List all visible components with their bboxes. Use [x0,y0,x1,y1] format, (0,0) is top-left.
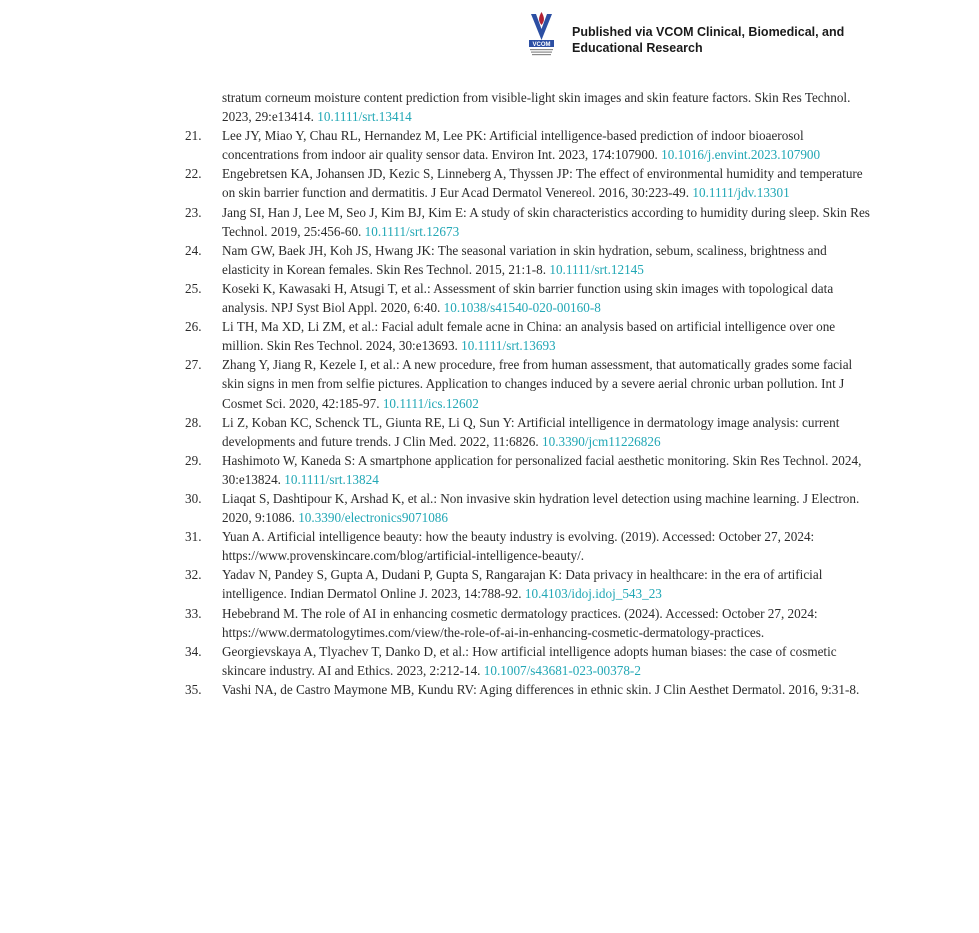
reference-text: Li Z, Koban KC, Schenck TL, Giunta RE, Li Q, Sun Y: Artificial intelligence in dermatology image analysis: current developments and future trends. J Clin Med. 2022, 11:6826. [222,414,840,449]
journal-header [528,10,888,60]
reference-item [185,527,875,565]
reference-number: 22. [185,166,202,182]
reference-item [185,355,875,412]
header-title [572,24,844,56]
doi-link[interactable]: 10.1111/jdv.13301 [692,185,790,201]
reference-number: 33. [185,605,202,621]
reference-item [185,164,875,202]
doi-link[interactable]: 10.1038/s41540-020-00160-8 [443,300,601,316]
reference-text: stratum corneum moisture content prediction from visible-light skin images and skin feature factors. Skin Res Technol. 2023, 29:e13414. [222,90,851,125]
reference-item [185,88,875,126]
header-line-2: Educational Research [572,41,703,55]
reference-text: Liaqat S, Dashtipour K, Arshad K, et al.: Non invasive skin hydration level detection using machine learning. J Electron. 2020, 9:1086. [222,490,860,526]
reference-number: 35. [185,681,202,697]
reference-item [185,413,875,451]
logo-text: VCOM [532,41,551,48]
doi-link[interactable]: 10.3390/jcm11226826 [542,433,661,449]
reference-item [185,241,875,279]
reference-number: 31. [185,529,202,545]
reference-number: 26. [185,319,202,335]
reference-text: Jang SI, Han J, Lee M, Seo J, Kim BJ, Kim E: A study of skin characteristics according to humidity during sleep. Skin Res Technol. 2019, 25:456-60. [222,204,870,239]
vcom-logo [528,10,555,56]
reference-text: Nam GW, Baek JH, Koh JS, Hwang JK: The seasonal variation in skin hydration, sebum, scaliness, brightness and elasticity in Korean females. Skin Res Technol. 2015, 21:1-8. [222,242,827,277]
doi-link[interactable]: 10.1111/srt.12673 [364,223,460,239]
reference-item [185,642,875,680]
doi-link[interactable]: 10.3390/electronics9071086 [298,510,448,526]
doi-link[interactable]: 10.1111/ics.12602 [382,395,479,411]
doi-link[interactable]: 10.1111/srt.13824 [284,471,379,487]
doi-link[interactable]: 10.1111/srt.13414 [317,109,412,125]
reference-number: 21. [185,128,202,144]
doi-link[interactable]: 10.1111/srt.13693 [461,338,556,354]
reference-item [185,604,875,642]
reference-text: Hebebrand M. The role of AI in enhancing cosmetic dermatology practices. (2024). Accessed: October 27, 2024: https://www.dermatologytimes.com/view/the-role-of-ai-in-enhancing-cosmetic-dermatology-practices. [222,605,818,640]
doi-link[interactable]: 10.1007/s43681-023-00378-2 [483,662,641,678]
reference-text: Li TH, Ma XD, Li ZM, et al.: Facial adult female acne in China: an analysis based on artificial intelligence over one million. Skin Res Technol. 2024, 30:e13693. [222,319,836,354]
reference-text: Zhang Y, Jiang R, Kezele I, et al.: A new procedure, free from human assessment, that automatically grades some facial skin signs in men from selfie pictures. Application to changes induced by a severe aerial chronic urban pollution. Int J Cosmet Sci. 2020, 42:185-97. [222,357,853,411]
reference-text: Yadav N, Pandey S, Gupta A, Dudani P, Gupta S, Rangarajan K: Data privacy in healthcare: in the era of artificial intelligence. Indian Dermatol Online J. 2023, 14:788-92. [222,567,823,602]
reference-text: Lee JY, Miao Y, Chau RL, Hernandez M, Lee PK: Artificial intelligence-based prediction of indoor bioaerosol concentrations from indoor air quality sensor data. Environ Int. 2023, 174:107900. [222,128,804,163]
reference-text: Engebretsen KA, Johansen JD, Kezic S, Linneberg A, Thyssen JP: The effect of environmental humidity and temperature on skin barrier function and dermatitis. J Eur Acad Dermatol Venereol. 2016, 30:223-49. [222,166,863,201]
reference-number: 30. [185,490,202,506]
reference-number: 32. [185,567,202,583]
reference-text: Georgievskaya A, Tlyachev T, Danko D, et al.: How artificial intelligence adopts human biases: the case of cosmetic skincare industry. AI and Ethics. 2023, 2:212-14. [222,643,837,678]
reference-number: 29. [185,452,202,468]
reference-item [185,565,875,603]
reference-number: 28. [185,414,202,430]
reference-item [185,126,875,164]
reference-list [185,88,875,699]
reference-number: 25. [185,280,202,296]
header-line-1: Published via VCOM Clinical, Biomedical, and [572,25,845,39]
reference-item [185,203,875,241]
reference-item [185,279,875,317]
reference-text: Hashimoto W, Kaneda S: A smartphone application for personalized facial aesthetic monitoring. Skin Res Technol. 2024, 30:e13824. [222,452,862,487]
reference-item [185,317,875,355]
reference-number: 34. [185,643,202,659]
doi-link[interactable]: 10.1016/j.envint.2023.107900 [661,147,821,163]
reference-item [185,489,875,527]
reference-text: Vashi NA, de Castro Maymone MB, Kundu RV: Aging differences in ethnic skin. J Clin Aesthet Dermatol. 2016, 9:31-8. [222,681,860,697]
doi-link[interactable]: 10.4103/idoj.idoj_543_23 [524,586,662,602]
reference-number: 24. [185,242,202,258]
reference-item [185,451,875,489]
reference-number: 23. [185,204,202,220]
reference-number: 27. [185,357,202,373]
reference-text: Koseki K, Kawasaki H, Atsugi T, et al.: Assessment of skin barrier function using skin images with topological data analysis. NPJ Syst Biol Appl. 2020, 6:40. [222,280,834,316]
reference-item [185,680,875,699]
reference-text: Yuan A. Artificial intelligence beauty: how the beauty industry is evolving. (2019). Accessed: October 27, 2024: https://www.provenskincare.com/blog/artificial-intelligence-beauty/. [222,529,815,564]
doi-link[interactable]: 10.1111/srt.12145 [549,261,644,277]
